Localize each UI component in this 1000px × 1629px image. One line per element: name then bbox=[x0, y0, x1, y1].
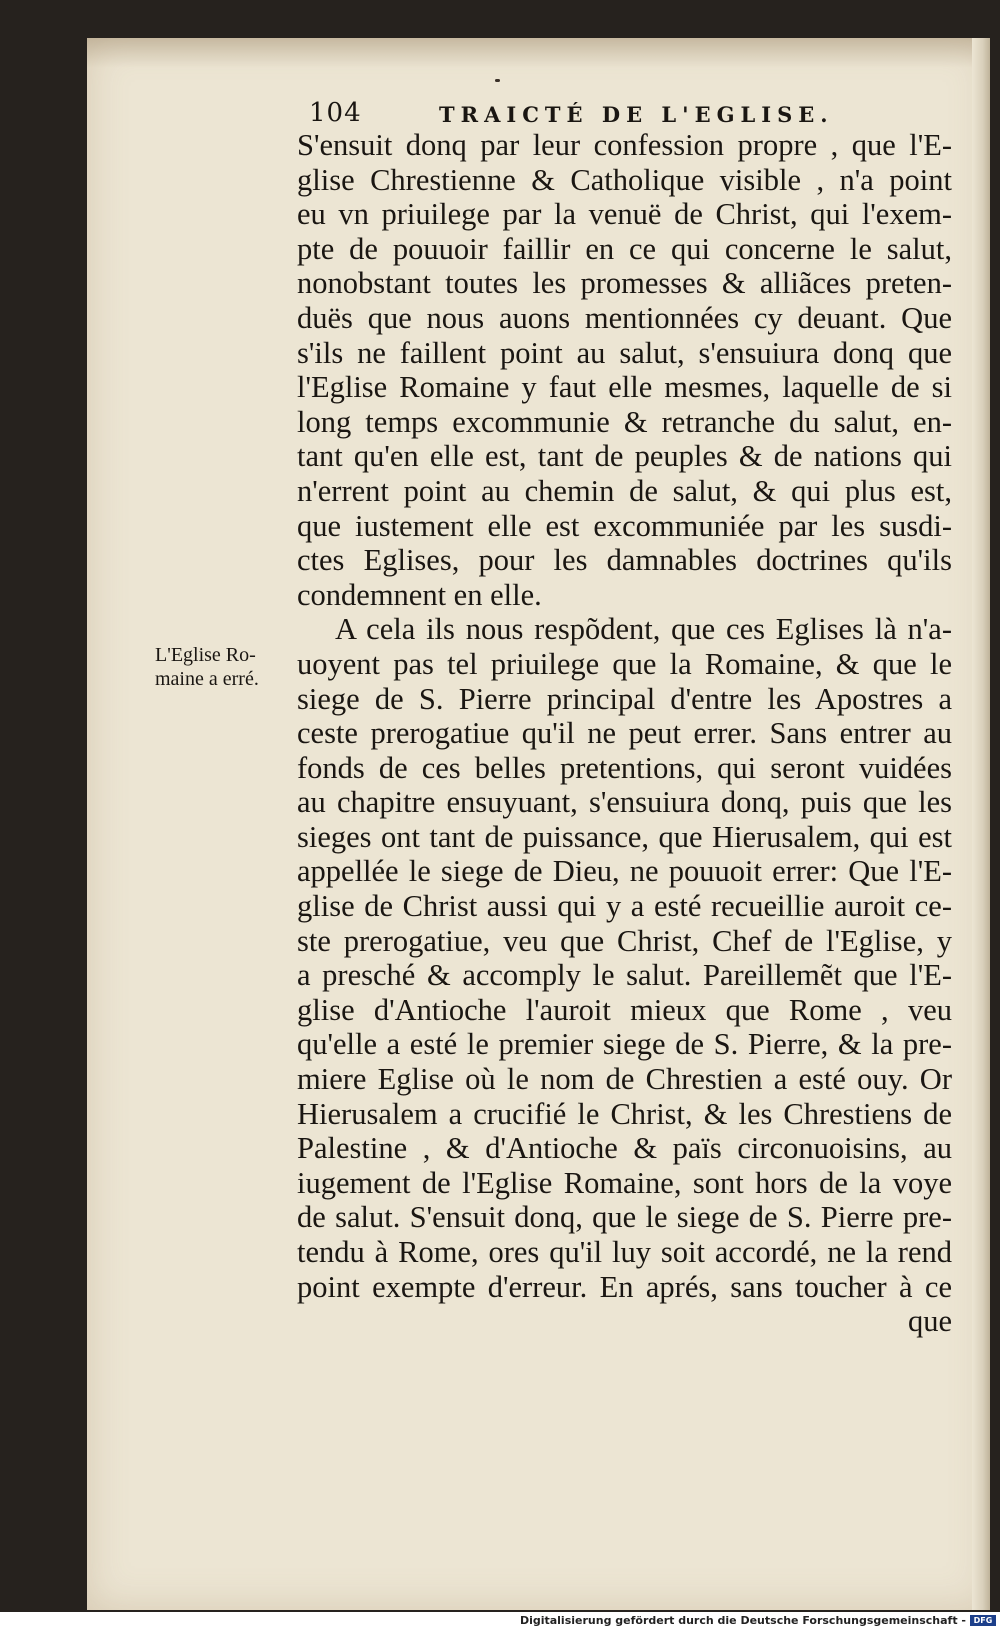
text-line: miere Eglise où le nom de Chrestien a esté ouy. Or bbox=[297, 1062, 952, 1097]
text-line: a presché & accomply le salut. Pareillemẽt que l'E- bbox=[297, 958, 952, 993]
page-shading bbox=[87, 38, 990, 68]
text-line: S'ensuit donq par leur confession propre , que l'E- bbox=[297, 128, 952, 162]
text-line: s'ils ne faillent point au salut, s'ensuiura donq que bbox=[297, 335, 952, 370]
text-line: duës que nous auons mentionnées cy deuant. Que bbox=[297, 300, 952, 335]
text-line: ste prerogatiue, veu que Christ, Chef de l'Eglise, y bbox=[297, 923, 952, 958]
book-page bbox=[87, 38, 990, 1610]
margin-note-line: maine a erré. bbox=[155, 668, 259, 690]
text-line: uoyent pas tel priuilege que la Romaine, & que le bbox=[297, 646, 952, 681]
dfg-logo: DFG bbox=[970, 1615, 996, 1626]
text-line: tendu à Rome, ores qu'il luy soit accordé, ne la rend bbox=[297, 1235, 952, 1269]
text-line: de salut. S'ensuit donq, que le siege de S. Pierre pre- bbox=[297, 1200, 952, 1235]
catchword: que bbox=[907, 1304, 952, 1339]
footer-bar bbox=[0, 1612, 1000, 1629]
page-number: 104 bbox=[309, 98, 362, 128]
text-line: glise de Christ aussi qui y a esté recueillie auroit ce- bbox=[297, 889, 952, 924]
text-line: n'errent point au chemin de salut, & qui plus est, bbox=[297, 473, 952, 508]
text-line: pte de pouuoir faillir en ce qui concerne le salut, bbox=[297, 231, 952, 266]
margin-note-line: L'Eglise Ro- bbox=[155, 644, 256, 666]
text-line: eu vn priuilege par la venuë de Christ, qui l'exem- bbox=[297, 197, 952, 232]
text-line: fonds de ces belles pretentions, qui seront vuidées bbox=[297, 750, 952, 785]
text-line: point exempte d'erreur. En aprés, sans toucher à ce bbox=[297, 1269, 952, 1304]
text-line: que iustement elle est excommuniée par les susdi- bbox=[297, 508, 952, 543]
paragraph-start-line: A cela ils nous respõdent, que ces Eglises là n'a- bbox=[335, 612, 952, 647]
text-line: au chapitre ensuyuant, s'ensuiura donq, puis que les bbox=[297, 785, 952, 820]
text-line: long temps excommunie & retranche du salut, en- bbox=[297, 404, 952, 439]
running-title: TRAICTÉ DE L'EGLISE. bbox=[439, 102, 834, 127]
margin-note bbox=[155, 643, 295, 691]
text-line: sieges ont tant de puissance, que Hierusalem, qui est bbox=[297, 819, 952, 854]
text-line: ctes Eglises, pour les damnables doctrines qu'ils bbox=[297, 543, 952, 578]
text-line: siege de S. Pierre principal d'entre les Apostres a bbox=[297, 681, 952, 716]
body-text bbox=[297, 128, 952, 1339]
funding-notice: Digitalisierung gefördert durch die Deutsche Forschungsgemeinschaft - bbox=[519, 1614, 966, 1627]
text-line: glise d'Antioche l'auroit mieux que Rome , veu bbox=[297, 992, 952, 1027]
text-line: l'Eglise Romaine y faut elle mesmes, laquelle de si bbox=[297, 370, 952, 405]
text-line: nonobstant toutes les promesses & alliãces preten- bbox=[297, 266, 952, 301]
page-gutter bbox=[972, 38, 990, 1610]
text-line: condemnent en elle. bbox=[297, 577, 542, 612]
text-line: qu'elle a esté le premier siege de S. Pierre, & la pre- bbox=[297, 1027, 952, 1062]
text-line: tant qu'en elle est, tant de peuples & de nations qui bbox=[297, 439, 952, 474]
text-line: iugement de l'Eglise Romaine, sont hors de la voye bbox=[297, 1165, 952, 1200]
ink-speck bbox=[495, 79, 500, 82]
text-line: Palestine , & d'Antioche & païs circonuoisins, au bbox=[297, 1131, 952, 1166]
text-line: glise Chrestienne & Catholique visible , n'a point bbox=[297, 162, 952, 197]
text-line: appellée le siege de Dieu, ne pouuoit errer: Que l'E- bbox=[297, 854, 952, 889]
text-line: ceste prerogatiue qu'il ne peut errer. Sans entrer au bbox=[297, 716, 952, 751]
text-line: Hierusalem a crucifié le Christ, & les Chrestiens de bbox=[297, 1096, 952, 1131]
